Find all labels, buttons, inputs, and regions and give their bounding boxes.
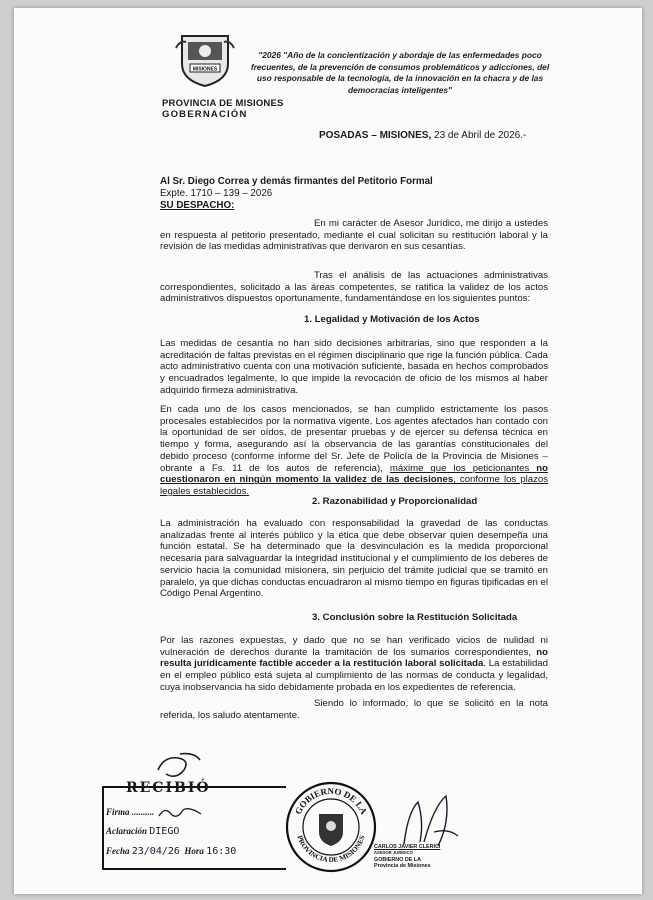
- handwritten-mark-icon: [154, 750, 204, 784]
- file-number: Expte. 1710 – 139 – 2026: [160, 187, 273, 199]
- procedure-underline: máxime que los peticionantes: [389, 462, 537, 474]
- document-page: [14, 8, 642, 894]
- signer-org-1: GOBIERNO DE LA: [374, 856, 422, 863]
- org-name: [162, 98, 284, 120]
- org-governorship: GOBERNACIÓN: [162, 109, 248, 120]
- government-seal-icon: [284, 780, 378, 874]
- paragraph-analysis: Tras el análisis de las actuaciones administrativas correspondientes, solicitado a las áreas competentes, se ratifica la validez de los actos administrativos dispuestos oportunamente, fundamentándose en los siguientes puntos:: [160, 270, 548, 305]
- procedure-emphasis: no cuestionaron en ningún momento la validez de las decisiones: [160, 462, 548, 486]
- su-despacho: SU DESPACHO:: [160, 199, 235, 211]
- procedure-tail: , conforme los plazos legales establecidos.: [160, 474, 549, 497]
- dateline: [319, 130, 526, 141]
- section-title-1: 1. Legalidad y Motivación de los Actos: [304, 314, 480, 325]
- seal-bottom-text: PROVINCIA DE MISIONES: [295, 834, 367, 865]
- paragraph-procedure: [160, 404, 548, 498]
- hora-label: Hora: [184, 846, 204, 856]
- firma-label: Firma: [106, 807, 130, 818]
- paragraph-legality: Las medidas de cesantía no han sido decisiones arbitrarias, sino que responden a la acreditación de faltas previstas en el régimen disciplinario que rige la función pública. Cada acto administrativo cuenta con una motivación suficiente, basada en hechos comprobados y encuadrados legalmente, lo que impide la revocación de oficio de los mismos al haber adquirido firmeza administrativa.: [160, 338, 548, 396]
- fecha-value: 23/04/26: [131, 846, 180, 857]
- hora-value: 16:30: [206, 846, 237, 857]
- conclusion-text: Por las razones expuestas, y dado que no se han verificado vicios de nulidad ni vulneración de derechos durante la tramitación de los sumarios correspondientes,: [160, 635, 548, 658]
- provincial-crest-icon: [174, 30, 236, 88]
- paragraph-closing: Siendo lo informado, lo que se solicitó en la nota referida, los saludo atentamente.: [160, 698, 548, 721]
- conclusion-tail: . La estabilidad en el empleo público está sujeta al cumplimiento de las normas de conducta y legalidad, cuya inobservancia ha sido debidamente probada en los expedientes de referencia.: [160, 658, 548, 693]
- recipient-block: [160, 176, 433, 211]
- procedure-text: En cada uno de los casos mencionados, se han cumplido estrictamente los pasos procesales establecidos por la normativa vigente. Los agentes afectados han contado con la oportunidad de ser oídos, de presentar pruebas y de ejercer su defensa técnica en tiempo y forma, asegurando así la observancia de las garantías constitucionales del debido proceso (conforme informe del Sr. Jefe de Policía de la Provincia de Misiones – obrante a Fs. 11 de los autos de referencia),: [160, 404, 548, 474]
- paragraph-intro: En mi carácter de Asesor Jurídico, me dirijo a ustedes en respuesta al petitorio presentado, mediante el cual solicitan su restitución laboral y la revisión de las medidas administrativas que derivaron en sus cesantías.: [160, 218, 548, 253]
- aclaracion-value: DIEGO: [149, 826, 180, 837]
- signer-role: ASESOR JURÍDICO: [374, 850, 413, 856]
- paragraph-reasonableness: La administración ha evaluado con responsabilidad la gravedad de las conductas analizadas frente al interés público y la ética que debe observar quien desempeña una función estatal. Se ha determinado que la desvinculación es la medida proporcional necesaria para salvaguardar la integridad institucional y el cumplimiento de los deberes de servicio hacia la comunidad misionera, sin perjuicio del trámite judicial que se tramitó en paralelo, ya que dichas conductas encuadraron al mismo tiempo en figuras tipificadas en el Código Penal Argentino.: [160, 518, 548, 600]
- year-motto: "2026 "Año de la concientización y abordaje de las enfermedades poco frecuentes, de la prevención de consumos problemáticos y adicciones, del uso responsable de la tecnología, de la innovación en la chacra y de las democracias inteligentes": [250, 50, 550, 95]
- dateline-date: 23 de Abril de 2026.-: [434, 130, 527, 141]
- dateline-place: POSADAS – MISIONES,: [319, 130, 432, 141]
- signature-icon: [394, 792, 464, 850]
- receipt-stamp-title: RECIBIÓ: [126, 780, 211, 796]
- aclaracion-label: Aclaración: [106, 826, 148, 836]
- seal-top-text: GOBIERNO DE LA: [292, 785, 370, 816]
- conclusion-emphasis: no resulta jurídicamente factible acceder a la restitución laboral solicitada: [160, 646, 548, 670]
- section-title-2: 2. Razonabilidad y Proporcionalidad: [312, 496, 478, 507]
- signer-block: [374, 844, 440, 870]
- receipt-aclaracion-row: [106, 826, 179, 837]
- org-province: PROVINCIA DE MISIONES: [162, 98, 284, 109]
- fecha-label: Fecha: [106, 846, 130, 856]
- section-title-3: 3. Conclusión sobre la Restitución Solicitada: [312, 612, 518, 623]
- recipient-name: Al Sr. Diego Correa y demás firmantes del Petitorio Formal: [160, 176, 433, 187]
- receipt-firma-row: Firma ..........: [106, 806, 203, 820]
- receipt-fecha-row: [106, 846, 236, 857]
- signer-name: CARLOS JAVIER CLERICI: [374, 844, 441, 850]
- paragraph-conclusion: [160, 635, 548, 694]
- svg-text:GOBIERNO DE LA: [293, 786, 369, 816]
- signer-org-2: Provincia de Misiones: [374, 863, 431, 870]
- firma-signature-icon: [157, 806, 203, 820]
- crest-label: MISIONES: [192, 66, 218, 73]
